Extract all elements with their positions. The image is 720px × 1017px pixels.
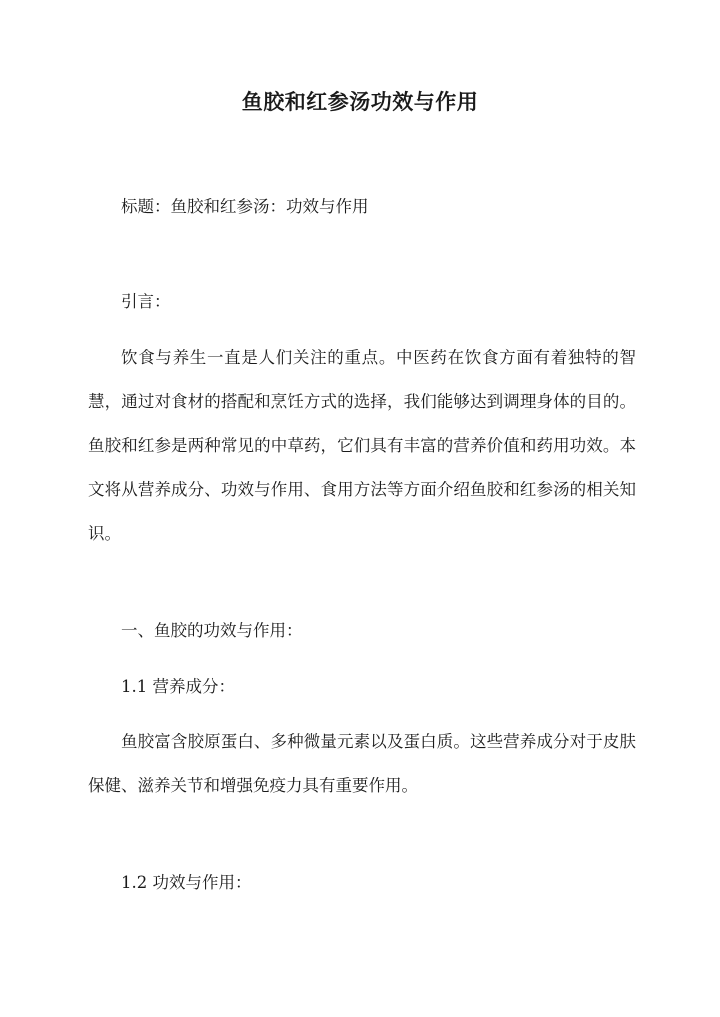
- document-title: 鱼胶和红参汤功效与作用: [241, 89, 479, 114]
- heading-label: 标题：鱼胶和红参汤：功效与作用: [121, 197, 369, 216]
- intro-paragraph: 饮食与养生一直是人们关注的重点。中医药在饮食方面有着独特的智慧，通过对食材的搭配和烹饪方式的选择，我们能够达到调理身体的目的。鱼胶和红参是两种常见的中草药，它们具有丰富的营养价值和药用功效。本文将从营养成分、功效与作用、食用方法等方面介绍鱼胶和红参汤的相关知识。: [88, 348, 636, 543]
- section-1-2-heading: 1.2 功效与作用：: [121, 873, 252, 892]
- section-1-1-paragraph: 鱼胶富含胶原蛋白、多种微量元素以及蛋白质。这些营养成分对于皮肤保健、滋养关节和增强免疫力具有重要作用。: [88, 732, 636, 795]
- intro-label: 引言：: [121, 292, 171, 311]
- section-1-heading: 一、鱼胶的功效与作用：: [121, 621, 303, 640]
- section-1-1-heading: 1.1 营养成分：: [121, 677, 235, 696]
